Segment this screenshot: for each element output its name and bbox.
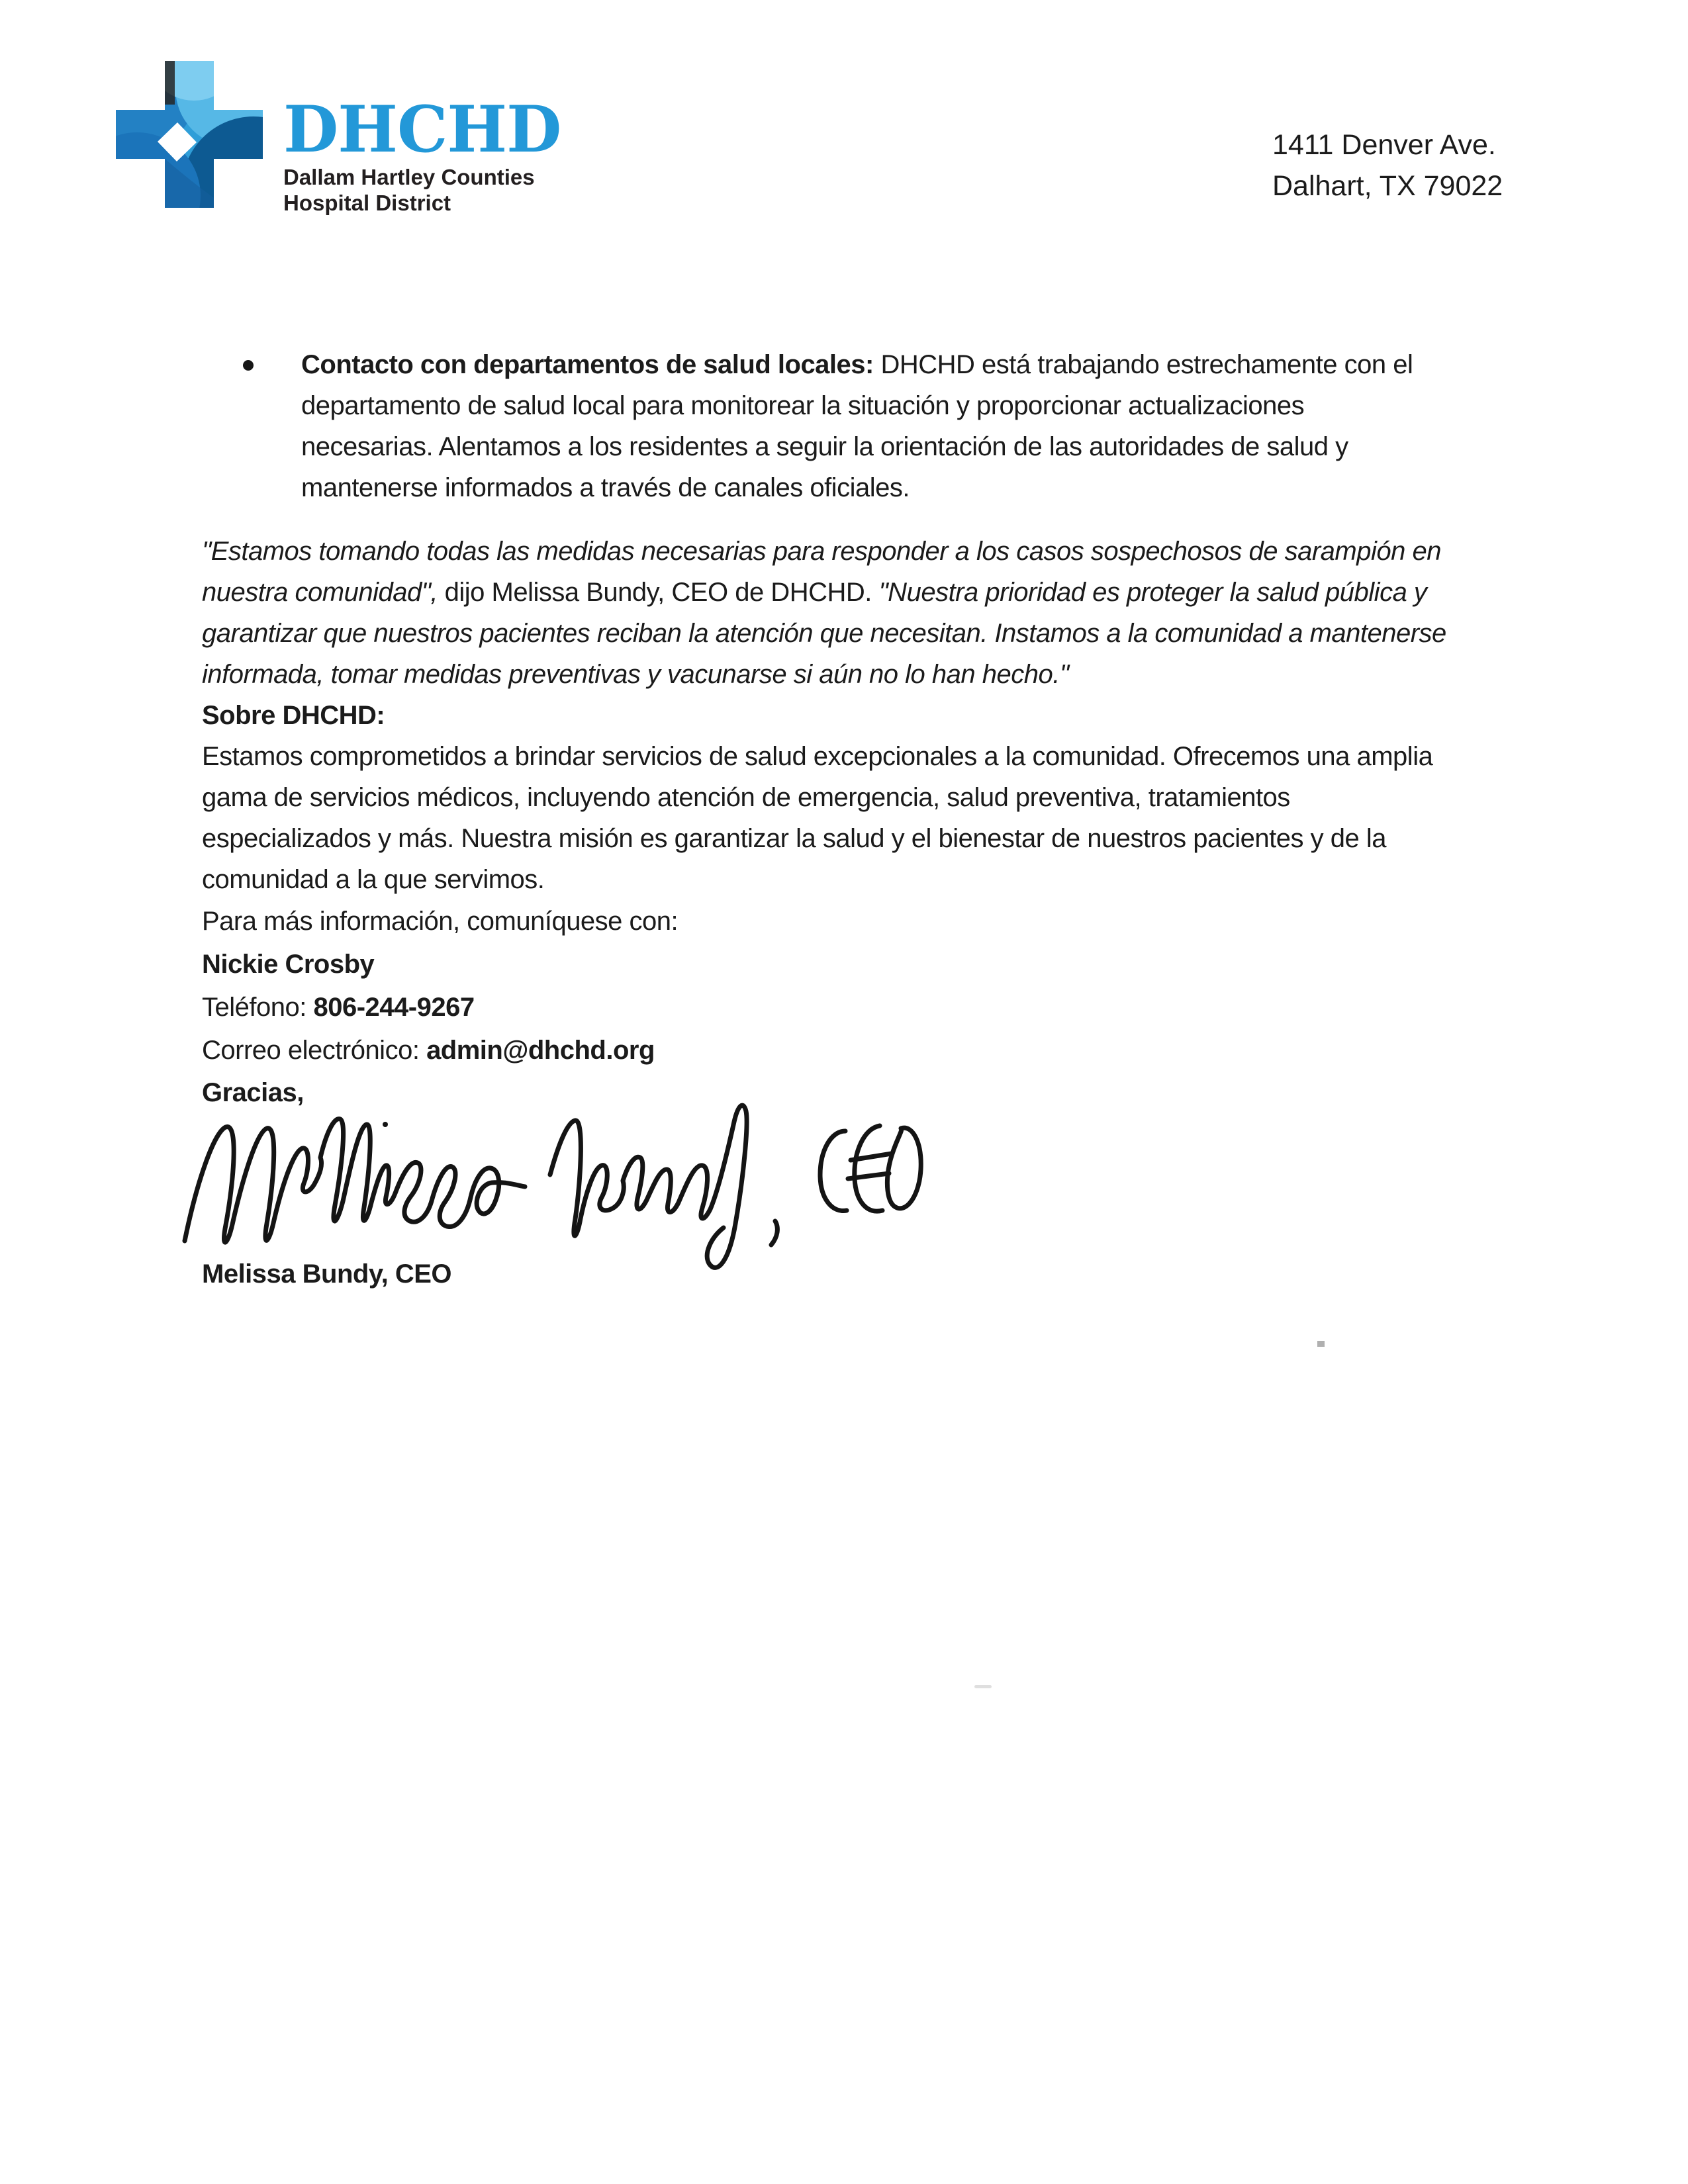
- logo-acronym: DHCHD: [283, 92, 561, 167]
- bullet-text: [301, 344, 1436, 508]
- address-line1: 1411 Denver Ave.: [1272, 129, 1496, 161]
- bullet-item: [202, 344, 1463, 508]
- bullet-body: DHCHD está trabajando estrechamente con el departamento de salud local para monitorear la situación y proporcionar actualizaciones necesarias. Alentamos a los residentes a seguir la orientación de las autoridades de salud y mantenerse informados a través de canales oficiales.: [301, 350, 1413, 502]
- letterhead-address: [1272, 124, 1503, 206]
- contact-phone-number: 806-244-9267: [313, 993, 475, 1022]
- contact-name: Nickie Crosby: [202, 950, 375, 979]
- bullet-dot: [243, 360, 254, 371]
- scan-speckle: [974, 1685, 992, 1688]
- letter-body: [202, 344, 1463, 1295]
- dhchd-logo: [116, 61, 561, 215]
- scan-speckle: [1317, 1341, 1325, 1347]
- closing-salutation: Gracias,: [202, 1078, 304, 1107]
- quote-attribution: dijo Melissa Bundy, CEO de DHCHD.: [444, 578, 872, 607]
- logo-org-line2: Hospital District: [283, 191, 451, 215]
- contact-email-label: Correo electrónico:: [202, 1036, 420, 1065]
- bullet-label: Contacto con departamentos de salud locales:: [301, 350, 874, 379]
- contact-email: admin@dhchd.org: [426, 1036, 655, 1065]
- address-line2: Dalhart, TX 79022: [1272, 170, 1503, 202]
- quote-part-1: "Estamos tomando todas las medidas necesarias para responder a los casos sospechosos de sarampión en nuestra comunidad",: [202, 537, 1441, 607]
- contact-phone-line: [202, 986, 1463, 1029]
- quote-paragraph: [202, 531, 1463, 695]
- typed-name: Melissa Bundy, CEO: [202, 1259, 452, 1289]
- contact-block: [202, 900, 1463, 1072]
- signature-handwriting-icon: [175, 1083, 930, 1285]
- signature: [202, 1113, 1463, 1253]
- contact-phone-label: Teléfono:: [202, 993, 306, 1022]
- quote-part-2: "Nuestra prioridad es proteger la salud pública y garantizar que nuestros pacientes reciban la atención que necesitan. Instamos a la comunidad a mantenerse informada, tomar medidas preventivas y vacunarse si aún no lo han hecho.": [202, 578, 1446, 689]
- about-heading: Sobre DHCHD:: [202, 701, 385, 730]
- contact-intro: Para más información, comuníquese con:: [202, 907, 679, 936]
- logo-org-line1: Dallam Hartley Counties: [283, 165, 535, 189]
- logo-text: [283, 92, 561, 216]
- contact-email-line: [202, 1029, 1463, 1072]
- blue-cross-icon: [116, 61, 263, 208]
- about-paragraph: Estamos comprometidos a brindar servicios de salud excepcionales a la comunidad. Ofrecemos una amplia gama de servicios médicos, incluyendo atención de emergencia, salud preventiva, tratamientos especializados y más. Nuestra misión es garantizar la salud y el bienestar de nuestros pacientes y de la comunidad a la que servimos.: [202, 742, 1433, 894]
